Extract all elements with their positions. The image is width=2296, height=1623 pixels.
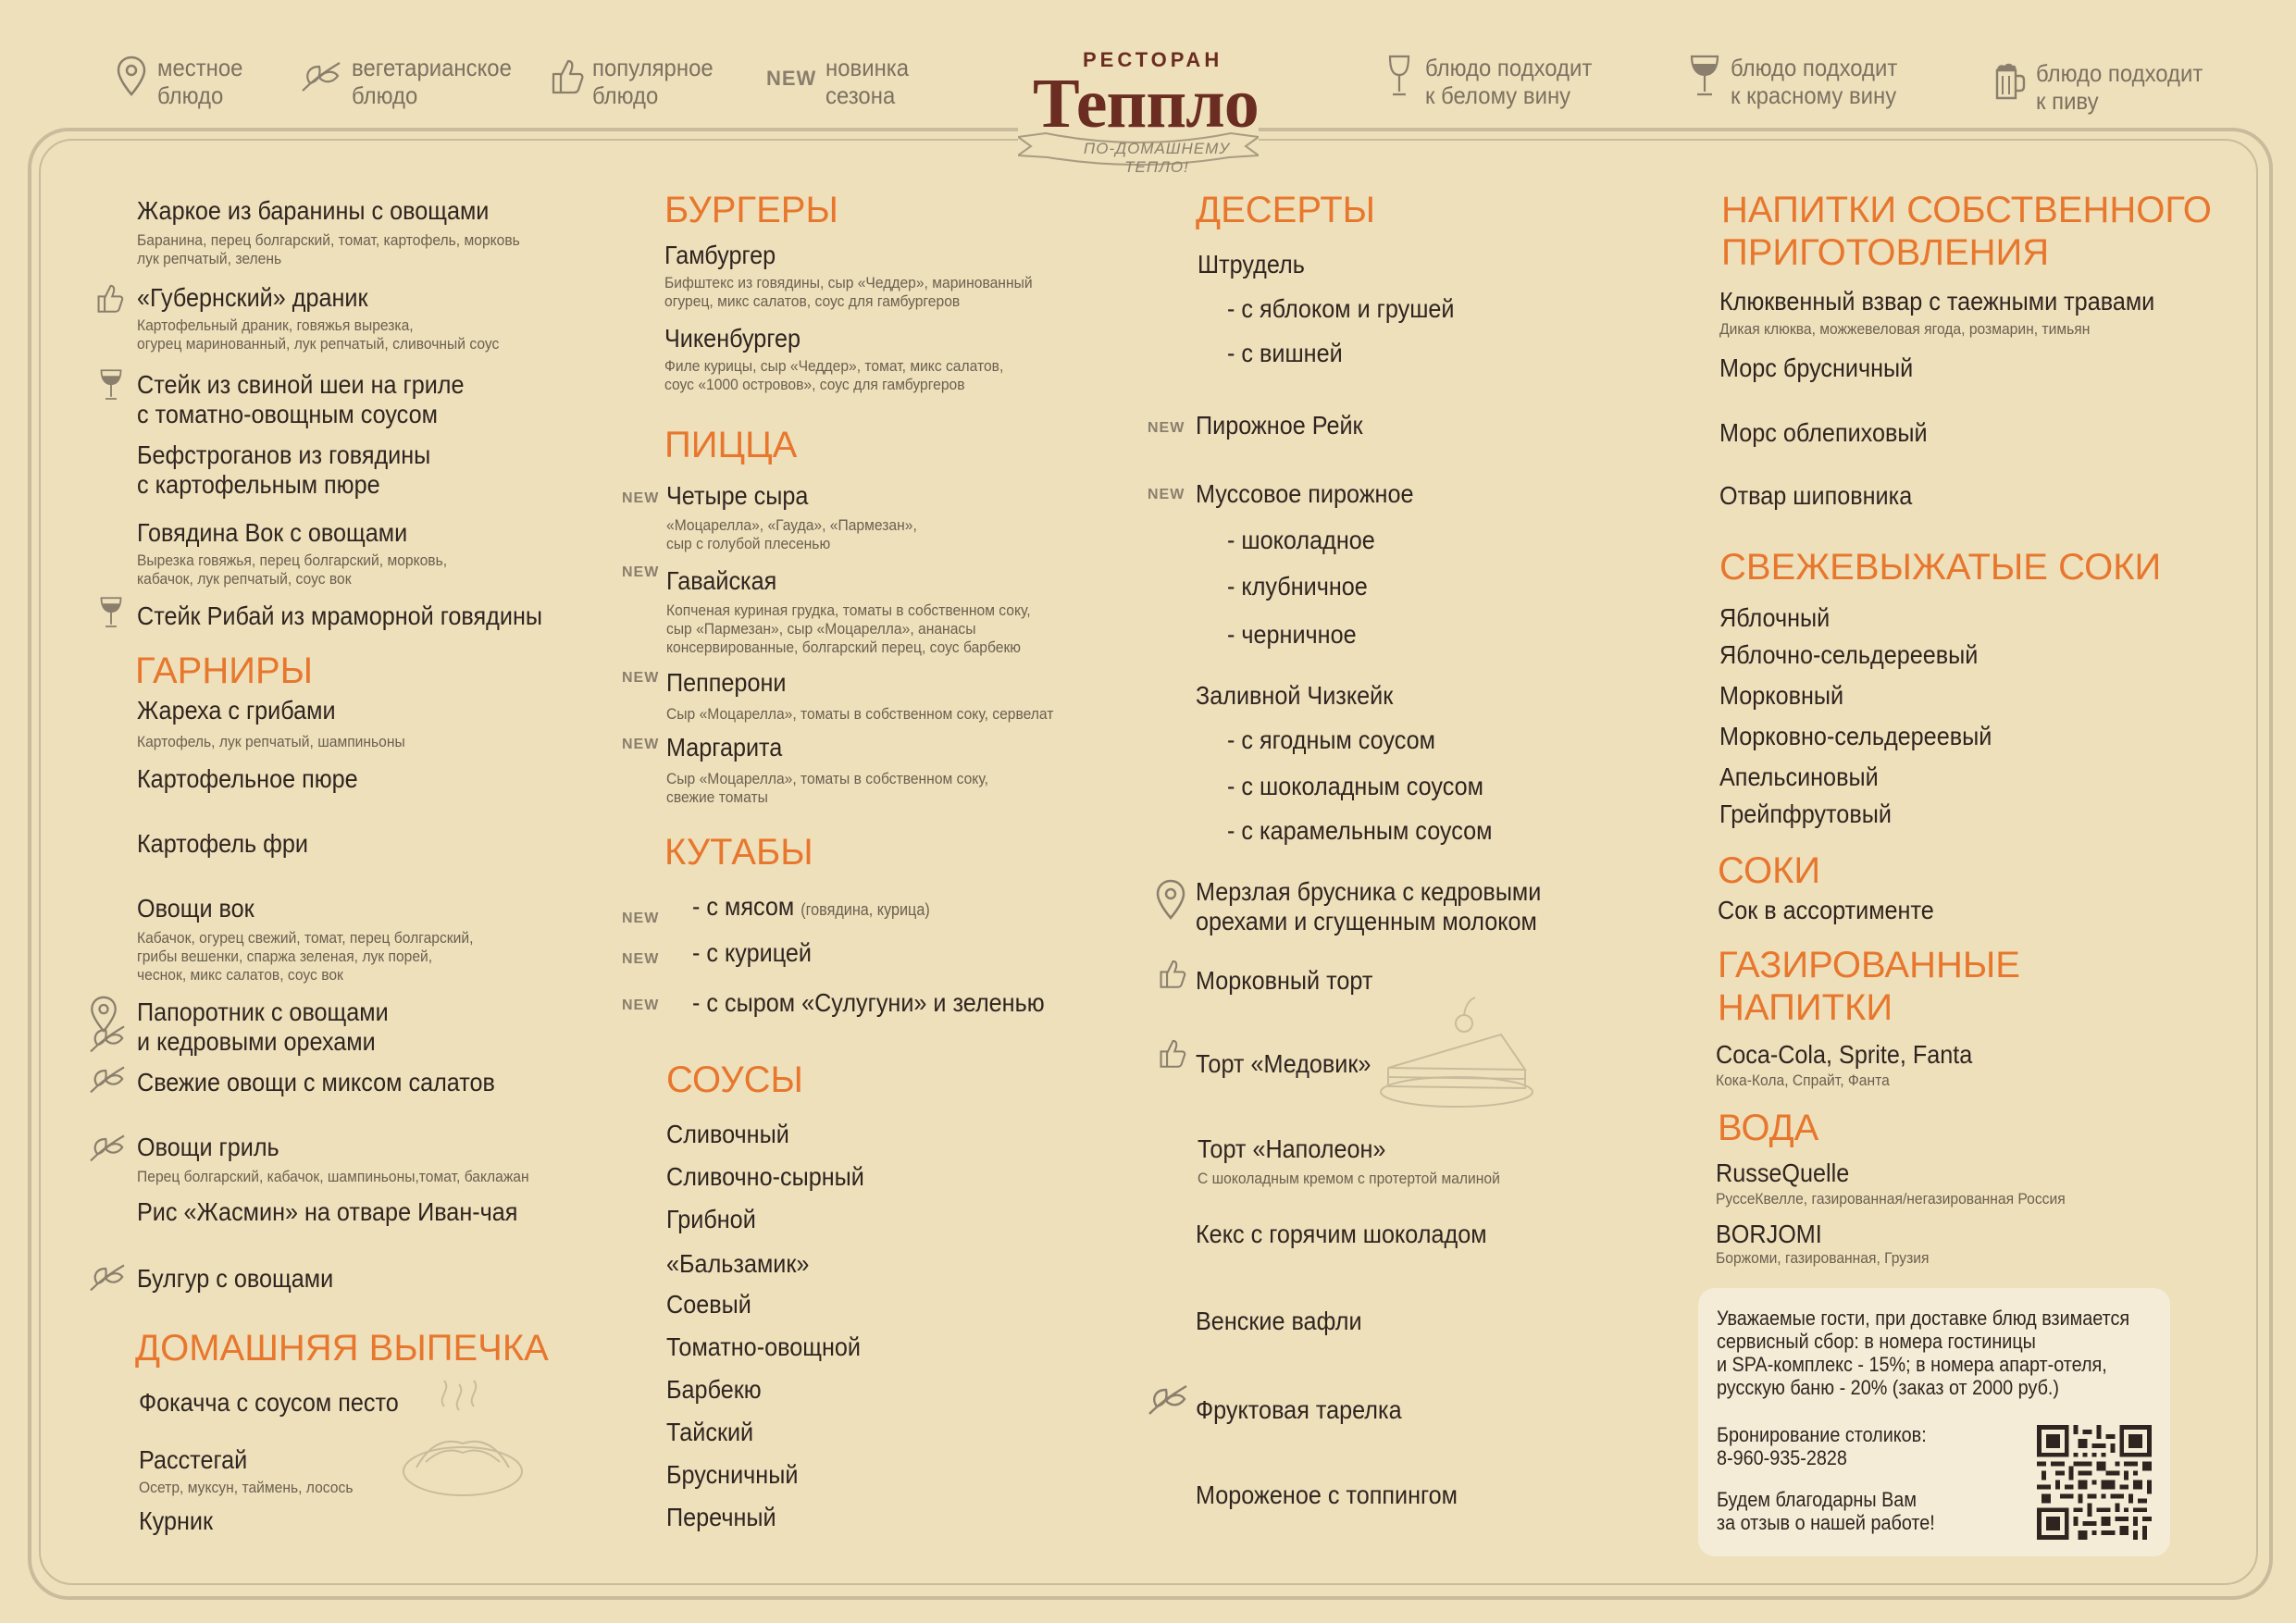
menu-item-name: Овощи гриль (137, 1133, 279, 1161)
menu-item-desc: Дикая клюква, можжевеловая ягода, розмарин, тимьян (1719, 320, 2091, 338)
location-pin-icon (1155, 879, 1186, 920)
section-title-water: ВОДА (1718, 1108, 1819, 1148)
thumbs-up-icon (548, 54, 585, 98)
restaurant-logo (1018, 46, 1259, 176)
section-title-soda: ГАЗИРОВАННЫЕ (1718, 945, 2020, 985)
menu-item-desc: С шоколадным кремом с протертой малиной (1198, 1170, 1500, 1187)
menu-item-name: Жареха с грибами (137, 696, 336, 725)
new-badge: NEW (1148, 420, 1185, 436)
menu-item-desc: кабачок, лук репчатый, соус вок (137, 570, 352, 588)
white-wine-glass-icon (1381, 54, 1418, 98)
legend-beer-line2: к пиву (2036, 87, 2099, 115)
sauce-name: «Бальзамик» (666, 1249, 810, 1278)
section-title-garnish: ГАРНИРЫ (135, 650, 314, 691)
logo-name: Теппло (1033, 65, 1259, 142)
legend-beer-line1: блюдо подходит (2036, 59, 2203, 87)
menu-item-desc: соус «1000 островов», соус для гамбургеров (664, 376, 965, 393)
info-box (1698, 1288, 2170, 1556)
new-badge: NEW (766, 67, 817, 90)
menu-item-name: Фруктовая тарелка (1196, 1395, 1402, 1424)
menu-item-name: Морс брусничный (1719, 353, 1914, 382)
pie-illustration (398, 1379, 527, 1508)
menu-item-name: Венские вафли (1196, 1307, 1362, 1335)
sauce-name: Брусничный (666, 1460, 799, 1489)
red-wine-glass-icon (1686, 54, 1723, 98)
menu-item-name-extra: (говядина, курица) (800, 900, 930, 919)
sauce-name: Барбекю (666, 1375, 762, 1404)
menu-item-desc: Баранина, перец болгарский, томат, картофель, морковь (137, 231, 520, 249)
thumbs-up-icon (1155, 957, 1188, 990)
dessert-group-name: Заливной Чизкейк (1196, 681, 1394, 710)
menu-item-name: Сок в ассортименте (1718, 896, 1934, 924)
menu-item-name: Coca-Cola, Sprite, Fanta (1716, 1040, 1973, 1069)
sauce-name: Тайский (666, 1418, 754, 1446)
menu-item-name: - шоколадное (1227, 526, 1375, 554)
new-badge: NEW (622, 737, 660, 752)
legend-new (766, 54, 916, 109)
info-text: русскую баню - 20% (заказ от 2000 руб.) (1717, 1376, 2060, 1399)
new-badge: NEW (622, 997, 660, 1013)
legend-red-wine-line1: блюдо подходит (1731, 54, 1898, 81)
leaf-icon (87, 1022, 128, 1055)
section-title-burgers: БУРГЕРЫ (664, 190, 838, 230)
legend-popular-line1: популярное (592, 54, 714, 81)
new-badge: NEW (622, 564, 660, 580)
menu-item-name: - с вишней (1227, 339, 1343, 367)
section-title-juices: СОКИ (1718, 850, 1821, 891)
menu-item-name: Папоротник с овощами (137, 997, 389, 1026)
menu-item-desc: Копченая куриная грудка, томаты в собственном соку, (666, 601, 1031, 619)
menu-item-name: «Губернский» драник (137, 283, 368, 312)
new-badge: NEW (1148, 487, 1185, 502)
menu-item-name: - с ягодным соусом (1227, 725, 1435, 754)
menu-item-name: Яблочно-сельдереевый (1719, 640, 1979, 669)
menu-item-desc: Кока-Кола, Спрайт, Фанта (1716, 1072, 1890, 1089)
menu-item-desc: чеснок, микс салатов, соус вок (137, 966, 343, 984)
menu-item-name: Чикенбургер (664, 324, 800, 353)
new-badge: NEW (622, 490, 660, 506)
sauce-name: Соевый (666, 1290, 751, 1319)
location-pin-icon (113, 54, 150, 98)
info-text: Уважаемые гости, при доставке блюд взимается (1717, 1307, 2130, 1330)
section-title-own-drinks: НАПИТКИ СОБСТВЕННОГО (1721, 190, 2212, 230)
sauce-name: Сливочно-сырный (666, 1162, 864, 1191)
legend-popular-line2: блюдо (592, 81, 659, 109)
menu-item-name: - с яблоком и грушей (1227, 294, 1455, 323)
feedback-text: Будем благодарны Вам (1717, 1488, 1917, 1511)
sauce-name: Томатно-овощной (666, 1332, 861, 1361)
legend-local-line1: местное (157, 54, 243, 81)
menu-item-name: Стейк из свиной шеи на гриле (137, 370, 465, 399)
section-title-bakery: ДОМАШНЯЯ ВЫПЕЧКА (135, 1328, 549, 1369)
booking-phone[interactable]: 8-960-935-2828 (1717, 1446, 1847, 1469)
menu-item-desc: «Моцарелла», «Гауда», «Пармезан», (666, 516, 917, 534)
menu-item-name: Пирожное Рейк (1196, 411, 1363, 440)
menu-item-name-line2: орехами и сгущенным молоком (1196, 907, 1537, 935)
menu-item-desc: Боржоми, газированная, Грузия (1716, 1249, 1930, 1267)
legend-local-line2: блюдо (157, 81, 224, 109)
menu-item-name: - черничное (1227, 620, 1357, 649)
menu-item-desc: Осетр, муксун, таймень, лосось (139, 1479, 354, 1496)
menu-item-name: Четыре сыра (666, 481, 809, 510)
menu-item-name: Свежие овощи с миксом салатов (137, 1068, 495, 1096)
menu-item-desc: огурец маринованный, лук репчатый, сливочный соус (137, 335, 500, 353)
menu-item-name: Говядина Вок с овощами (137, 518, 408, 547)
menu-item-name: Мерзлая брусника с кедровыми (1196, 877, 1542, 906)
legend-veg-line1: вегетарианское (352, 54, 512, 81)
sauce-name: Сливочный (666, 1120, 789, 1148)
menu-item-name (692, 892, 930, 924)
cake-illustration (1379, 990, 1536, 1110)
thumbs-up-icon (1155, 1036, 1188, 1070)
menu-item-name: Клюквенный взвар с таежными травами (1719, 287, 2155, 316)
menu-item-name: Торт «Медовик» (1196, 1049, 1371, 1078)
menu-item-name: Стейк Рибай из мраморной говядины (137, 601, 542, 630)
menu-item-name: Грейпфрутовый (1719, 799, 1892, 828)
legend-white-wine-line2: к белому вину (1425, 81, 1571, 109)
menu-item-name: Морковно-сельдереевый (1719, 722, 1992, 750)
menu-item-desc: РуссеКвелле, газированная/негазированная Россия (1716, 1190, 2066, 1208)
sauce-name: Перечный (666, 1503, 776, 1531)
menu-item-name: Расстегай (139, 1445, 248, 1474)
menu-item-desc: Бифштекс из говядины, сыр «Чеддер», маринованный (664, 274, 1033, 291)
menu-item-desc: сыр «Пармезан», сыр «Моцарелла», ананасы (666, 620, 976, 638)
menu-item-name: Рис «Жасмин» на отваре Иван-чая (137, 1197, 518, 1226)
menu-item-desc: свежие томаты (666, 788, 768, 806)
section-title-kutaby: КУТАБЫ (664, 832, 813, 873)
legend-beer (1992, 59, 2217, 115)
section-title-sauces: СОУСЫ (666, 1059, 803, 1100)
menu-item-name: Пепперони (666, 668, 787, 697)
dessert-group-name: Муссовое пирожное (1196, 479, 1414, 508)
menu-item-name: Торт «Наполеон» (1198, 1134, 1386, 1163)
menu-item-name-line2: с томатно-овощным соусом (137, 400, 438, 428)
info-text: и SPA-комплекс - 15%; в номера апарт-отеля, (1717, 1353, 2107, 1376)
new-badge: NEW (622, 670, 660, 686)
menu-item-name: - с сыром «Сулугуни» и зеленью (692, 988, 1045, 1017)
leaf-icon (87, 1260, 128, 1294)
red-wine-glass-icon (94, 368, 128, 402)
legend-new-line1: новинка (825, 54, 910, 81)
menu-item-name: Гамбургер (664, 241, 776, 269)
sauce-name: Грибной (666, 1205, 756, 1233)
legend-new-line2: сезона (825, 81, 896, 109)
menu-item-name: Овощи вок (137, 894, 254, 923)
menu-item-name: Мороженое с топпингом (1196, 1481, 1458, 1509)
section-title-own-drinks-line2: ПРИГОТОВЛЕНИЯ (1721, 232, 2050, 273)
menu-item-desc: лук репчатый, зелень (137, 250, 282, 267)
menu-item-name: Картофель фри (137, 829, 309, 858)
menu-item-desc: Сыр «Моцарелла», томаты в собственном соку, (666, 770, 988, 787)
menu-item-name: BORJOMI (1716, 1220, 1822, 1248)
menu-item-name: Апельсиновый (1719, 762, 1879, 791)
menu-item-name: Гавайская (666, 566, 777, 595)
new-badge: NEW (622, 911, 660, 926)
menu-item-desc: Картофель, лук репчатый, шампиньоны (137, 733, 405, 750)
legend-veg (298, 54, 526, 109)
menu-item-desc: огурец, микс салатов, соус для гамбургеров (664, 292, 961, 310)
legend-red-wine (1686, 54, 1912, 109)
menu-item-name: Яблочный (1719, 603, 1831, 632)
legend-white-wine (1381, 54, 1607, 109)
menu-item-name: Бефстроганов из говядины (137, 440, 431, 469)
menu-item-name-main: - с мясом (692, 892, 795, 921)
legend-red-wine-line2: к красному вину (1731, 81, 1897, 109)
section-title-fresh-juices: СВЕЖЕВЫЖАТЫЕ СОКИ (1719, 547, 2162, 588)
booking-label: Бронирование столиков: (1717, 1423, 1927, 1446)
legend-popular (548, 54, 724, 109)
beer-mug-icon (1992, 59, 2029, 104)
menu-item-name: Морковный торт (1196, 966, 1373, 995)
new-badge: NEW (622, 951, 660, 967)
menu-item-name: Маргарита (666, 733, 783, 762)
section-title-soda-line2: НАПИТКИ (1718, 987, 1893, 1028)
menu-item-desc: Картофельный драник, говяжья вырезка, (137, 316, 414, 334)
qr-code[interactable] (2037, 1425, 2152, 1540)
menu-item-name-line2: и кедровыми орехами (137, 1027, 376, 1056)
red-wine-glass-icon (94, 596, 128, 629)
dessert-group-name: Штрудель (1198, 250, 1305, 279)
legend-local (113, 54, 251, 109)
section-title-desserts: ДЕСЕРТЫ (1196, 190, 1376, 230)
menu-item-name: Кекс с горячим шоколадом (1196, 1220, 1487, 1248)
menu-item-desc: Вырезка говяжья, перец болгарский, морковь, (137, 551, 448, 569)
menu-item-name: Курник (139, 1506, 214, 1535)
menu-item-name: - клубничное (1227, 572, 1368, 601)
menu-item-name: - с шоколадным соусом (1227, 772, 1483, 800)
section-title-pizza: ПИЦЦА (664, 425, 798, 465)
menu-item-name: Картофельное пюре (137, 764, 358, 793)
menu-item-name: Морс облепиховый (1719, 418, 1928, 447)
leaf-icon (1146, 1381, 1190, 1418)
feedback-text: за отзыв о нашей работе! (1717, 1511, 1935, 1534)
logo-slogan: ПО-ДОМАШНЕМУ ТЕПЛО! (1083, 140, 1231, 176)
menu-item-name: Фокачча с соусом песто (139, 1388, 399, 1417)
menu-item-desc: Кабачок, огурец свежий, томат, перец болгарский, (137, 929, 474, 947)
legend-white-wine-line1: блюдо подходит (1425, 54, 1593, 81)
leaf-icon (87, 1062, 128, 1096)
menu-item-name: - с курицей (692, 938, 812, 967)
menu-item-desc: Перец болгарский, кабачок, шампиньоны,томат, баклажан (137, 1168, 529, 1185)
menu-item-name: Отвар шиповника (1719, 481, 1913, 510)
info-text: сервисный сбор: в номера гостиницы (1717, 1330, 2036, 1353)
menu-item-name: Жаркое из баранины с овощами (137, 196, 490, 225)
menu-item-name: Морковный (1719, 681, 1844, 710)
menu-item-desc: сыр с голубой плесенью (666, 535, 831, 552)
menu-item-desc: консервированные, болгарский перец, соус барбекю (666, 638, 1022, 656)
legend-veg-line2: блюдо (352, 81, 418, 109)
menu-item-name: RusseQuelle (1716, 1158, 1850, 1187)
menu-item-desc: Филе курицы, сыр «Чеддер», томат, микс салатов, (664, 357, 1004, 375)
menu-item-name: - с карамельным соусом (1227, 816, 1493, 845)
leaf-icon (87, 1131, 128, 1164)
leaf-icon (298, 54, 344, 98)
menu-item-desc: Сыр «Моцарелла», томаты в собственном соку, сервелат (666, 705, 1054, 723)
menu-item-name-line2: с картофельным пюре (137, 470, 380, 499)
thumbs-up-icon (93, 281, 126, 315)
logo-subtitle: РЕСТОРАН (1083, 48, 1223, 71)
menu-item-desc: грибы вешенки, спаржа зеленая, лук порей, (137, 948, 433, 965)
menu-item-name: Булгур с овощами (137, 1264, 334, 1293)
